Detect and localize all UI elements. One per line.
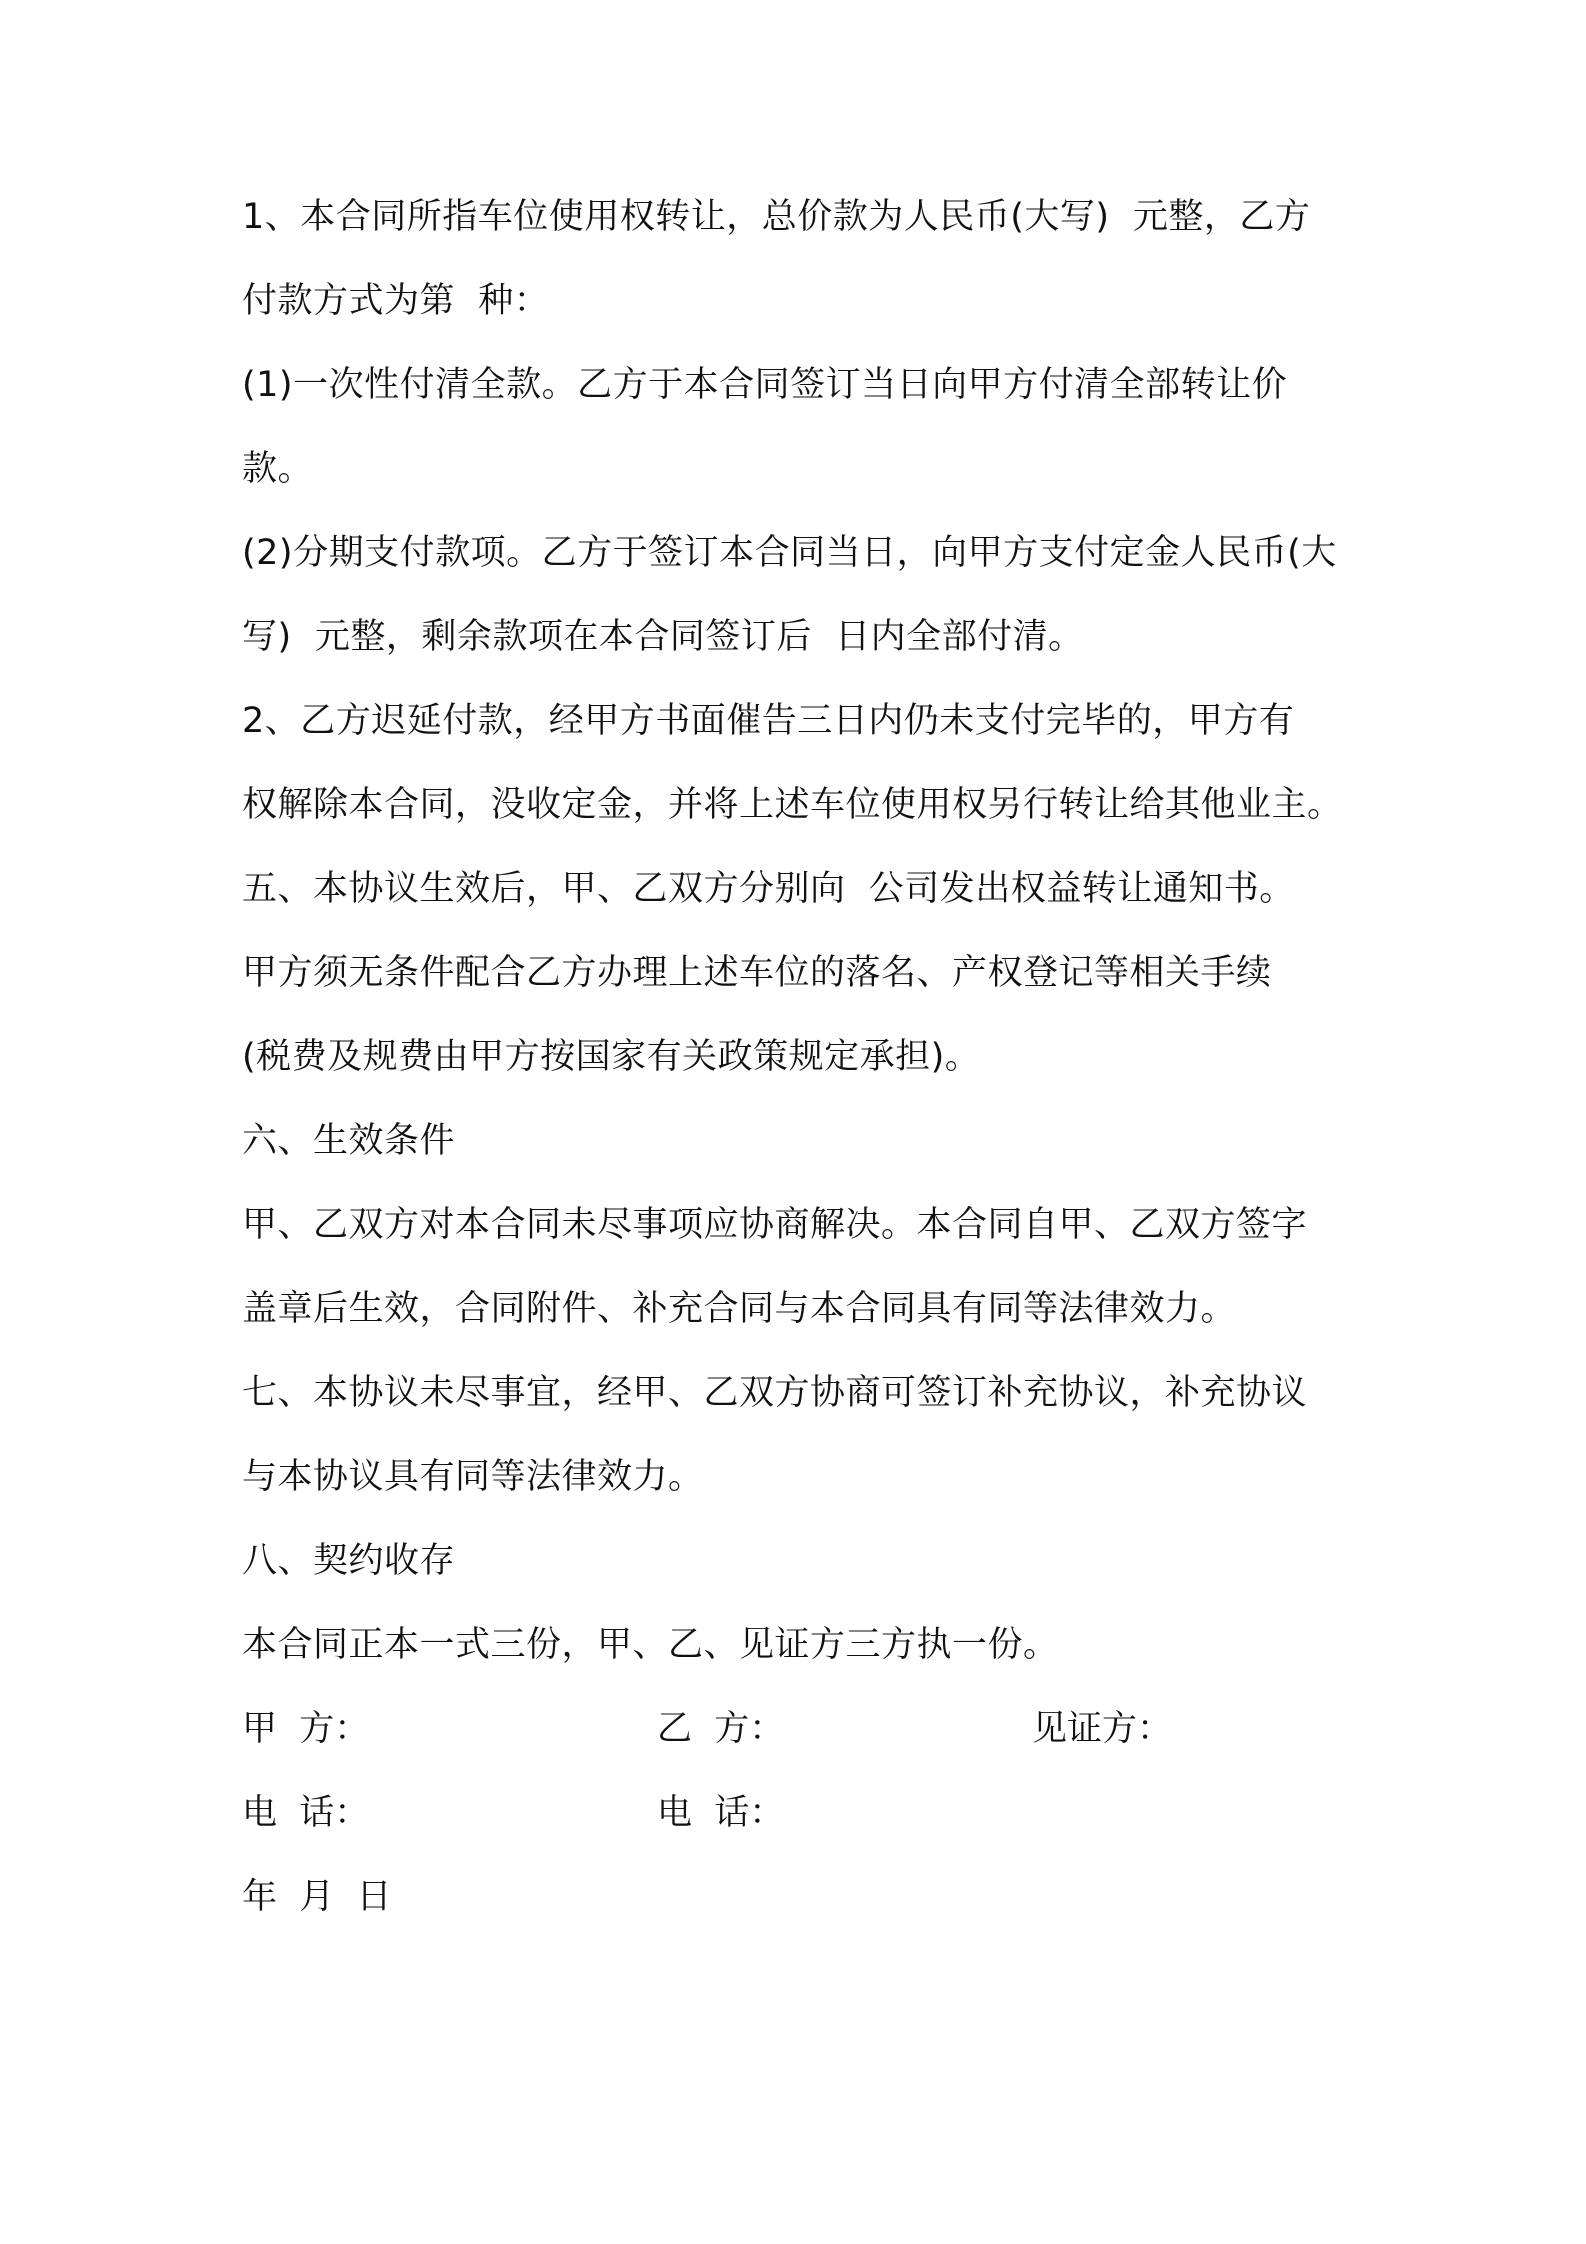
payment-option-2-line-2: 写) 元整，剩余款项在本合同签订后 日内全部付清。 xyxy=(242,617,1084,657)
party-a-label: 甲 方： xyxy=(242,1709,370,1749)
section-6-line-1: 甲、乙双方对本合同未尽事项应协商解决。本合同自甲、乙双方签字 xyxy=(242,1205,1308,1245)
signature-row-phone xyxy=(242,1792,1362,1834)
section-5-line-2: 甲方须无条件配合乙方办理上述车位的落名、产权登记等相关手续 xyxy=(242,953,1272,993)
signature-row-parties xyxy=(242,1708,1362,1750)
party-b-label: 乙 方： xyxy=(657,1709,785,1749)
document-body xyxy=(242,196,1362,1960)
section-6-heading: 六、生效条件 xyxy=(242,1121,456,1161)
signature-row-date xyxy=(242,1876,1362,1918)
section-7-line-2: 与本协议具有同等法律效力。 xyxy=(242,1457,704,1497)
section-8-line-1: 本合同正本一式三份，甲、乙、见证方三方执一份。 xyxy=(242,1625,1059,1665)
section-8-heading: 八、契约收存 xyxy=(242,1541,456,1581)
payment-option-1-line-2: 款。 xyxy=(242,449,314,489)
clause-2-line-1: 2、乙方迟延付款，经甲方书面催告三日内仍未支付完毕的，甲方有 xyxy=(242,701,1295,741)
section-7-line-1: 七、本协议未尽事宜，经甲、乙双方协商可签订补充协议，补充协议 xyxy=(242,1373,1308,1413)
date-label: 年 月 日 xyxy=(242,1877,392,1917)
party-b-phone-label: 电 话： xyxy=(657,1793,785,1833)
section-5-line-1: 五、本协议生效后，甲、乙双方分别向 公司发出权益转让通知书。 xyxy=(242,869,1295,909)
party-a-phone-label: 电 话： xyxy=(242,1793,370,1833)
clause-1-line-1: 1、本合同所指车位使用权转让，总价款为人民币(大写) 元整，乙方 xyxy=(242,197,1311,237)
clause-1-line-2: 付款方式为第 种： xyxy=(242,281,550,321)
section-6-line-2: 盖章后生效，合同附件、补充合同与本合同具有同等法律效力。 xyxy=(242,1289,1237,1329)
payment-option-2-line-1: (2)分期支付款项。乙方于签订本合同当日，向甲方支付定金人民币(大 xyxy=(242,533,1337,573)
section-5-line-3: (税费及规费由甲方按国家有关政策规定承担)。 xyxy=(242,1037,981,1077)
clause-2-line-2: 权解除本合同，没收定金，并将上述车位使用权另行转让给其他业主。 xyxy=(242,785,1343,825)
witness-label: 见证方： xyxy=(1032,1709,1173,1749)
payment-option-1-line-1: (1)一次性付清全款。乙方于本合同签订当日向甲方付清全部转让价 xyxy=(242,365,1288,405)
